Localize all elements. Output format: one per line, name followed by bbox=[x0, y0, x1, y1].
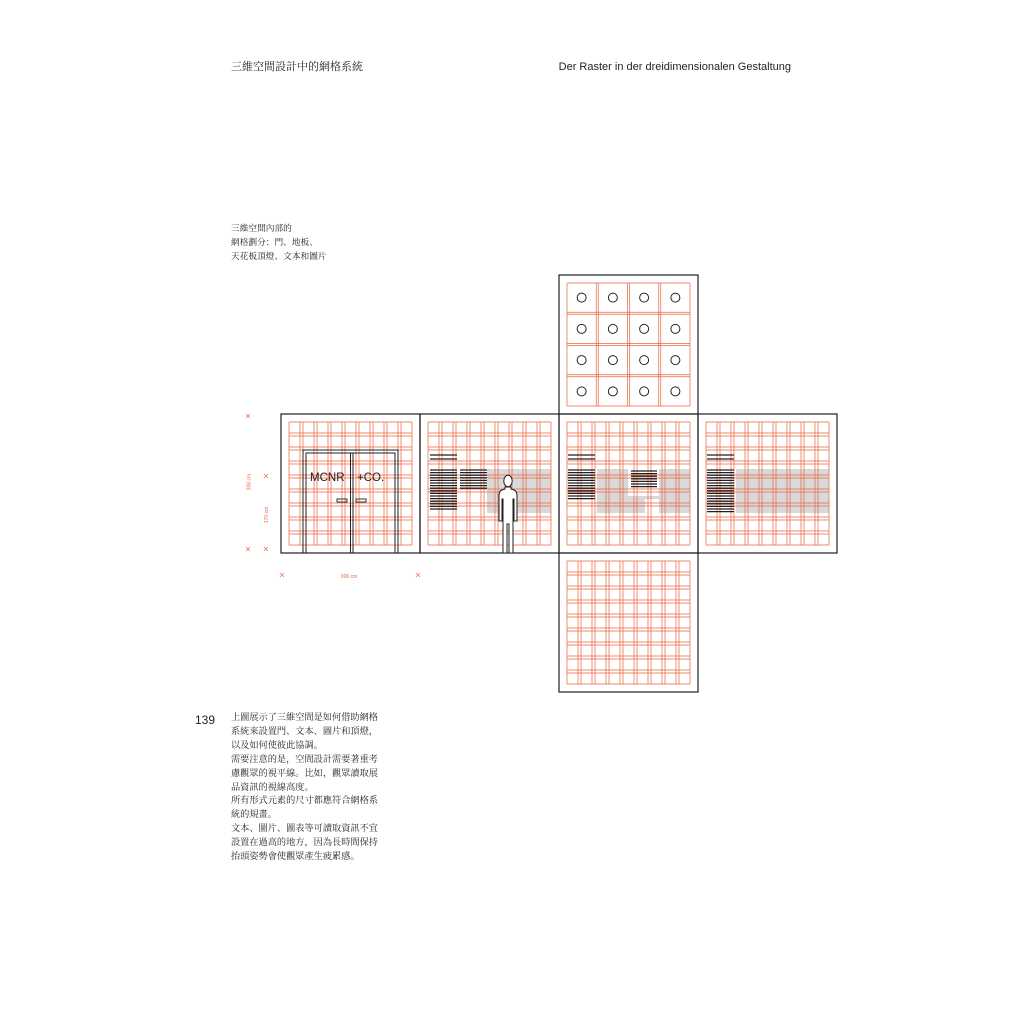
door-sign-left: MCNR bbox=[310, 472, 345, 484]
ceiling-light bbox=[608, 324, 617, 333]
body-line: 以及如何使彼此協調。 bbox=[231, 739, 323, 750]
caption-line: 網格劃分：門、地板、 bbox=[231, 237, 318, 247]
ceiling-light bbox=[577, 293, 586, 302]
body-line: 所有形式元素的尺寸都應符合網格系 bbox=[231, 795, 378, 806]
body-line: 抬頭姿勢會使觀眾產生疲累感。 bbox=[231, 851, 360, 862]
human-figure-head bbox=[504, 475, 512, 487]
floor-panel bbox=[559, 553, 698, 692]
running-head-german: Der Raster in der dreidimensionalen Gestaltung bbox=[558, 61, 791, 73]
dimension-eye-height: 170 cm bbox=[264, 506, 270, 524]
figure-caption bbox=[231, 221, 327, 263]
ceiling-light bbox=[577, 356, 586, 365]
ceiling-light bbox=[640, 324, 649, 333]
ceiling-light bbox=[640, 387, 649, 396]
human-figure-body bbox=[499, 487, 517, 553]
body-line: 慮觀眾的視平線。比如，觀眾讀取展 bbox=[231, 767, 378, 778]
ceiling-light bbox=[640, 356, 649, 365]
dimension-wall-width: 300 cm bbox=[340, 574, 358, 580]
body-text bbox=[231, 711, 378, 864]
door-sign-right: +CO. bbox=[357, 472, 385, 484]
display-band bbox=[487, 469, 551, 513]
body-line: 需要注意的是，空間設計需要著重考 bbox=[231, 753, 378, 764]
page-number: 139 bbox=[195, 713, 216, 727]
body-line: 系統來設置門、文本、圖片和頂燈， bbox=[231, 725, 378, 736]
door-handle-right bbox=[356, 499, 366, 502]
body-line: 上圖展示了三維空間是如何借助網格 bbox=[231, 712, 378, 722]
caption-line: 三維空間內部的 bbox=[231, 223, 292, 233]
body-line: 設置在過高的地方，因為長時間保持 bbox=[231, 837, 378, 848]
ceiling-light bbox=[671, 387, 680, 396]
dimension-wall-height: 300 cm bbox=[246, 473, 253, 491]
color-bands bbox=[487, 469, 829, 513]
ceiling-light bbox=[640, 293, 649, 302]
ceiling-light bbox=[608, 387, 617, 396]
body-line: 統的規畫。 bbox=[231, 809, 277, 820]
body-line: 品資訊的視線高度。 bbox=[231, 781, 314, 792]
ceiling-light bbox=[671, 324, 680, 333]
ceiling-lights bbox=[577, 293, 680, 396]
ceiling-light bbox=[577, 387, 586, 396]
body-line: 文本、圖片、圖表等可讀取資訊不宜 bbox=[231, 823, 378, 834]
ceiling-light bbox=[608, 293, 617, 302]
ceiling-light bbox=[671, 293, 680, 302]
ceiling-light bbox=[671, 356, 680, 365]
running-head-chinese: 三維空間設計中的網格系統 bbox=[231, 61, 363, 73]
ceiling-light bbox=[608, 356, 617, 365]
caption-line: 天花板頂燈、文本和圖片 bbox=[231, 251, 327, 261]
ceiling-light bbox=[577, 324, 586, 333]
